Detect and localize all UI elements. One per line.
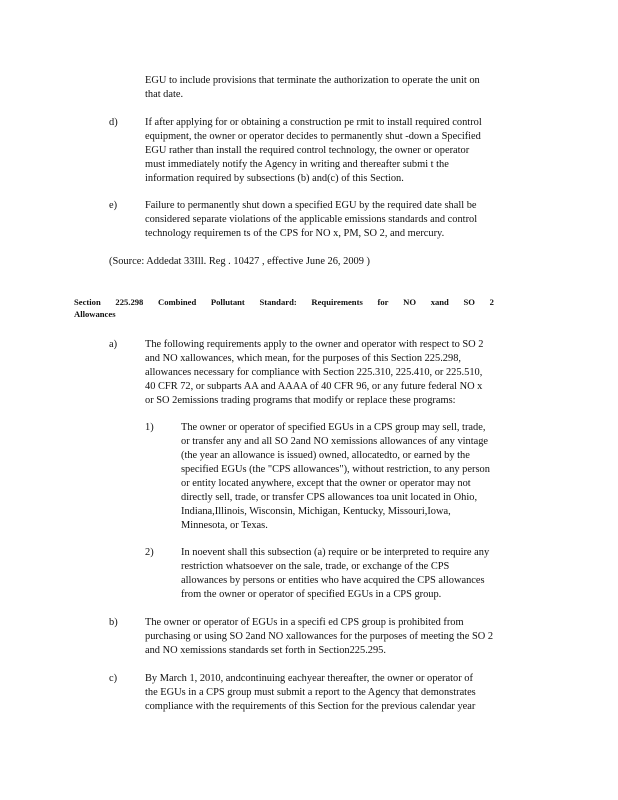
item-c-label: c)	[109, 673, 118, 684]
item-b-label: b)	[109, 617, 118, 628]
text-line: Indiana,Illinois, Wisconsin, Michigan, Kentucky, Missouri,Iowa,	[181, 506, 451, 517]
heading-word: for	[377, 297, 389, 307]
text-line: or transfer any and all SO 2and NO xemissions allowances of any vintage	[181, 436, 489, 447]
heading-word: 225.298	[115, 297, 144, 307]
text-line: the EGUs in a CPS group must submit a report to the Agency that demonstrates	[145, 687, 476, 698]
item-e-label: e)	[109, 200, 118, 211]
text-line: The owner or operator of specified EGUs in a CPS group may sell, trade,	[181, 422, 486, 433]
text-line: and NO xemissions standards set forth in Section225.295.	[145, 645, 386, 656]
item-a2-paragraph	[181, 546, 533, 602]
text-line: or entity located anywhere, except that the owner or operator may not	[181, 478, 471, 489]
item-d-paragraph	[145, 116, 533, 186]
text-line: that date.	[145, 89, 184, 100]
text-line: If after applying for or obtaining a construction pe rmit to install required control	[145, 117, 482, 128]
text-line: must immediately notify the Agency in writing and thereafter submi t the	[145, 159, 449, 170]
text-line: allowances by persons or entities who have acquired the CPS allowances	[181, 575, 485, 586]
item-a2-label: 2)	[145, 547, 154, 558]
text-line: purchasing or using SO 2and NO xallowances for the purposes of meeting the SO 2	[145, 631, 494, 642]
item-e-paragraph	[145, 199, 533, 241]
item-b-paragraph	[145, 616, 533, 658]
heading-word: Standard:	[259, 297, 297, 307]
heading-word: Section	[74, 297, 101, 307]
heading-word: Requirements	[311, 297, 363, 307]
item-a1-label: 1)	[145, 422, 154, 433]
text-line: specified EGUs (the "CPS allowances"), without restriction, to any person	[181, 464, 490, 475]
section-heading	[74, 296, 494, 320]
item-a1-paragraph	[181, 421, 533, 533]
text-line: considered separate violations of the applicable emissions standards and control	[145, 214, 478, 225]
text-line: or SO 2emissions trading programs that modify or replace these programs:	[145, 395, 456, 406]
text-line: information required by subsections (b) and(c) of this Section.	[145, 173, 404, 184]
text-line: EGU rather than install the required control technology, the owner or operator	[145, 145, 470, 156]
text-line: restriction whatsoever on the sale, trade, or exchange of the CPS	[181, 561, 450, 572]
item-a-paragraph	[145, 338, 533, 408]
heading-word: Combined	[158, 297, 197, 307]
item-c-paragraph	[145, 672, 533, 714]
text-line: equipment, the owner or operator decides to permanently shut -down a Specified	[145, 131, 481, 142]
heading-word: SO	[463, 297, 475, 307]
text-line: directly sell, trade, or transfer CPS allowances toa unit located in Ohio,	[181, 492, 478, 503]
text-line: EGU to include provisions that terminate the authorization to operate the unit on	[145, 75, 480, 86]
text-line: The owner or operator of EGUs in a specifi ed CPS group is prohibited from	[145, 617, 464, 628]
text-line: from the owner or operator of specified EGUs in a CPS group.	[181, 589, 442, 600]
source-note: (Source: Addedat 33Ill. Reg . 10427 , effective June 26, 2009 )	[109, 256, 370, 267]
text-line: technology requiremen ts of the CPS for NO x, PM, SO 2, and mercury.	[145, 228, 445, 239]
text-line: The following requirements apply to the owner and operator with respect to SO 2	[145, 339, 484, 350]
text-line: and NO xallowances, which mean, for the purposes of this Section 225.298,	[145, 353, 461, 364]
text-line: compliance with the requirements of this Section for the previous calendar year	[145, 701, 476, 712]
heading-word: xand	[430, 297, 449, 307]
item-d-label: d)	[109, 117, 118, 128]
text-line: (the year an allowance is issued) owned, allocatedto, or earned by the	[181, 450, 470, 461]
text-line: In noevent shall this subsection (a) require or be interpreted to require any	[181, 547, 490, 558]
text-line: allowances necessary for compliance with Section 225.310, 225.410, or 225.510,	[145, 367, 483, 378]
heading-word: 2	[489, 297, 494, 307]
text-line: Failure to permanently shut down a specified EGU by the required date shall be	[145, 200, 477, 211]
heading-word: Pollutant	[210, 297, 245, 307]
heading-word: NO	[403, 297, 417, 307]
text-line: 40 CFR 72, or subparts AA and AAAA of 40 CFR 96, or any future federal NO x	[145, 381, 483, 392]
text-line: By March 1, 2010, andcontinuing eachyear thereafter, the owner or operator of	[145, 673, 473, 684]
text-line: Minnesota, or Texas.	[181, 520, 268, 531]
item-a-label: a)	[109, 339, 118, 350]
heading-line-2: Allowances	[74, 309, 116, 319]
intro-paragraph	[145, 74, 533, 102]
